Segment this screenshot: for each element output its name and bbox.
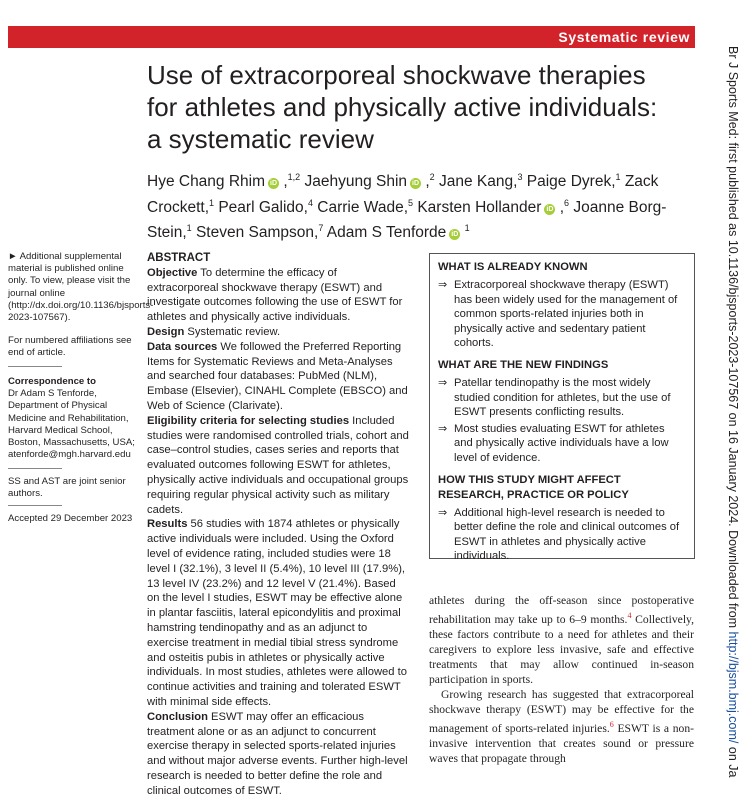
author-name: Zack Crockett, (147, 173, 659, 216)
orcid-icon[interactable]: iD (546, 205, 554, 213)
affiliations-note: For numbered affiliations see end of article. (8, 335, 132, 359)
author-name: Hye Chang Rhim (147, 173, 266, 191)
correspondence-body: Dr Adam S Tenforde, Department of Physical Medicine and Rehabilitation, Harvard Medical School, Boston, Massachusetts, USA; atenforde@mgh.harvard.edu (8, 388, 135, 461)
arrow-icon: ⇒ (438, 506, 448, 519)
arrow-icon: ⇒ (438, 279, 448, 291)
accepted-date: Accepted 29 December 2023 (8, 513, 133, 524)
abstract (147, 251, 411, 798)
affiliation-marker: 1 (186, 223, 192, 234)
box-item: ⇒ Additional high-level research is needed to better define the role and clinical outcomes of ESWT in athletes and physically active individuals. (438, 506, 680, 563)
box-section (438, 358, 686, 466)
paragraph: athletes during the off-season since postoperative rehabilitation may take up to 6–9 months.$^4$ Collectively, these factors contribute to a need for athletes and their caregivers to explore less invasive, safe and effective treatments that may allow continued in-season participation in sports. (429, 594, 694, 686)
abstract-section-text: We followed the Preferred Reporting Items for Systematic Reviews and Meta-Analyses and searched four databases: PubMed (NLM), Embase (Elsevier), CINAHL Complete (EBSCO) and Web of Science (Clarivate). (147, 340, 408, 412)
affiliation-marker: 1 (615, 172, 621, 182)
reference-marker[interactable]: 4 (627, 611, 632, 620)
article-title: Use of extracorporeal shockwave therapies for athletes and physically active individuals: a systematic review (147, 60, 658, 154)
affiliation-marker: 4 (307, 197, 313, 208)
box-item: ⇒ Most studies evaluating ESWT for athletes and physically active individuals have a low level of evidence. (438, 422, 669, 464)
correspondence-heading: Correspondence to (8, 376, 96, 387)
abstract-section-heading: Eligibility criteria for selecting studies (147, 414, 350, 427)
box-heading: WHAT ARE THE NEW FINDINGS (438, 358, 609, 371)
section-banner (8, 26, 695, 48)
section-label: Systematic review (558, 29, 690, 45)
divider (8, 505, 62, 506)
divider (8, 468, 62, 469)
abstract-section-text: 56 studies with 1874 athletes or physically active individuals were included. Using the Oxford level of evidence rating, included studies were 18 level I (32.1%), 3 level II (5.4%), 10 level III (17.9%), 13 level IV (23.2%) and 12 level V (21.4%). Based on the level I studies, ESWT may be effective alone in plantar fasciitis, lateral epicondylitis and proximal hamstring tendinopathy and as an adjunct to exercise treatment in medial tibial stress syndrome and osteitis pubis in athletes or physically active individuals. In most studies, athletes were allowed to continue activities and training and tolerated ESWT with minimal side effects. (147, 518, 407, 708)
arrow-icon: ⇒ (438, 376, 448, 389)
author-name: Pearl Galido, (218, 198, 308, 216)
author-name: Joanne Borg-Stein, (147, 198, 667, 242)
journal-link[interactable]: http://bjsm.bmj.com/ (726, 631, 740, 744)
box-item: ⇒ Patellar tendinopathy is the most widely studied condition for athletes, but the use of ESWT presents conflicting results. (438, 376, 671, 419)
author-name: Carrie Wade, (317, 198, 409, 216)
abstract-section (147, 266, 411, 325)
paragraph: Growing research has suggested that extracorporeal shockwave therapy (ESWT) may be effective for the management of sports-related injuries.$^6$ ESWT is a non-invasive intervention that creates sound or pressure waves that propagate through (429, 687, 694, 765)
affiliation-marker: 3 (517, 172, 523, 182)
download-notice-vertical: Br J Sports Med: first published as 10.1136/bjsports-2023-107567 on 16 January 2024. Downloaded from http://bjsm.bmj.com/ on Ja (726, 46, 740, 778)
abstract-section (147, 517, 411, 709)
orcid-icon[interactable]: iD (451, 231, 459, 239)
affiliation-marker: 5 (408, 197, 414, 208)
abstract-section (147, 414, 411, 518)
abstract-section-text: ESWT may offer an efficacious treatment alone or as an adjunct to concurrent exercise therapy in selected sports-related injuries and without major adverse events. Further high-level research is needed to better define the role and clinical outcomes of ESWT. (147, 710, 408, 797)
abstract-section-heading: Objective (147, 266, 198, 279)
affiliation-marker: 1 (464, 223, 470, 234)
supplemental-note: ► Additional supplemental material is published online only. To view, please visit the journal online (http://dx.doi.org/10.1136/bjsports-2023-107567). (8, 251, 154, 324)
author-list: Hye Chang Rhim iD ,$^{1,2}$ Jaehyung Shin iD ,$^2$ Jane Kang,$^3$ Paige Dyrek,$^1$ Zack Crockett,$^1$ Pearl Galido,$^4$ Carrie Wade,$^5$ Karsten Hollander iD ,$^6$ Joanne Borg-Stein,$^1$ Steven Sampson,$^7$ Adam S Tenforde iD $^1$ (147, 172, 667, 242)
abstract-section-text: To determine the efficacy of extracorporeal shockwave therapy (ESWT) and investigate outcomes following the use of ESWT for athletes and physically active individuals. (147, 266, 403, 324)
reference-marker[interactable]: 6 (609, 719, 614, 729)
box-heading: HOW THIS STUDY MIGHT AFFECT RESEARCH, PRACTICE OR POLICY (438, 473, 629, 501)
abstract-section-heading: Conclusion (147, 710, 208, 723)
author-name: Adam S Tenforde (326, 224, 447, 242)
arrow-icon: ⇒ (438, 422, 448, 435)
abstract-section-heading: Design (147, 325, 185, 338)
abstract-section (147, 340, 411, 414)
joint-authors-note: SS and AST are joint senior authors. (8, 476, 126, 500)
divider (8, 366, 62, 367)
abstract-section-text: Included studies were randomised controlled trials, cohort and case–control studies, cases series and reports that evaluated outcomes following ESWT for athletes, physically active individuals and occupational groups requiring regular physical activity such as military cadets. (147, 414, 409, 516)
correspondence (8, 376, 136, 461)
orcid-icon[interactable]: iD (412, 180, 420, 188)
orcid-icon[interactable]: iD (270, 180, 278, 188)
abstract-section-text: Systematic review. (184, 325, 281, 338)
affiliation-marker: 1,2 (287, 172, 301, 182)
author-name: Jaehyung Shin (304, 173, 408, 191)
affiliation-marker: 6 (564, 197, 570, 208)
key-messages-box (429, 253, 695, 563)
author-name: Steven Sampson, (195, 224, 319, 242)
box-item: ⇒ Extracorporeal shockwave therapy (ESWT) has been widely used for the management of common sports-related injuries both in physically active and sedentary patient cohorts. (438, 279, 678, 350)
author-name: Karsten Hollander (417, 198, 542, 216)
box-heading: WHAT IS ALREADY KNOWN (438, 261, 588, 273)
affiliation-marker: 7 (318, 223, 324, 234)
affiliation-marker: 1 (209, 197, 215, 208)
affiliation-marker: 2 (429, 172, 435, 182)
body-text (429, 593, 694, 766)
box-section (438, 260, 686, 351)
box-section (438, 473, 686, 564)
author-name: Jane Kang, (439, 173, 518, 191)
abstract-section (147, 325, 411, 340)
author-name: Paige Dyrek, (526, 173, 616, 191)
abstract-section-heading: Data sources (147, 340, 218, 353)
abstract-section-heading: Results (147, 518, 188, 531)
abstract-section (147, 710, 411, 798)
abstract-heading: ABSTRACT (147, 252, 211, 264)
